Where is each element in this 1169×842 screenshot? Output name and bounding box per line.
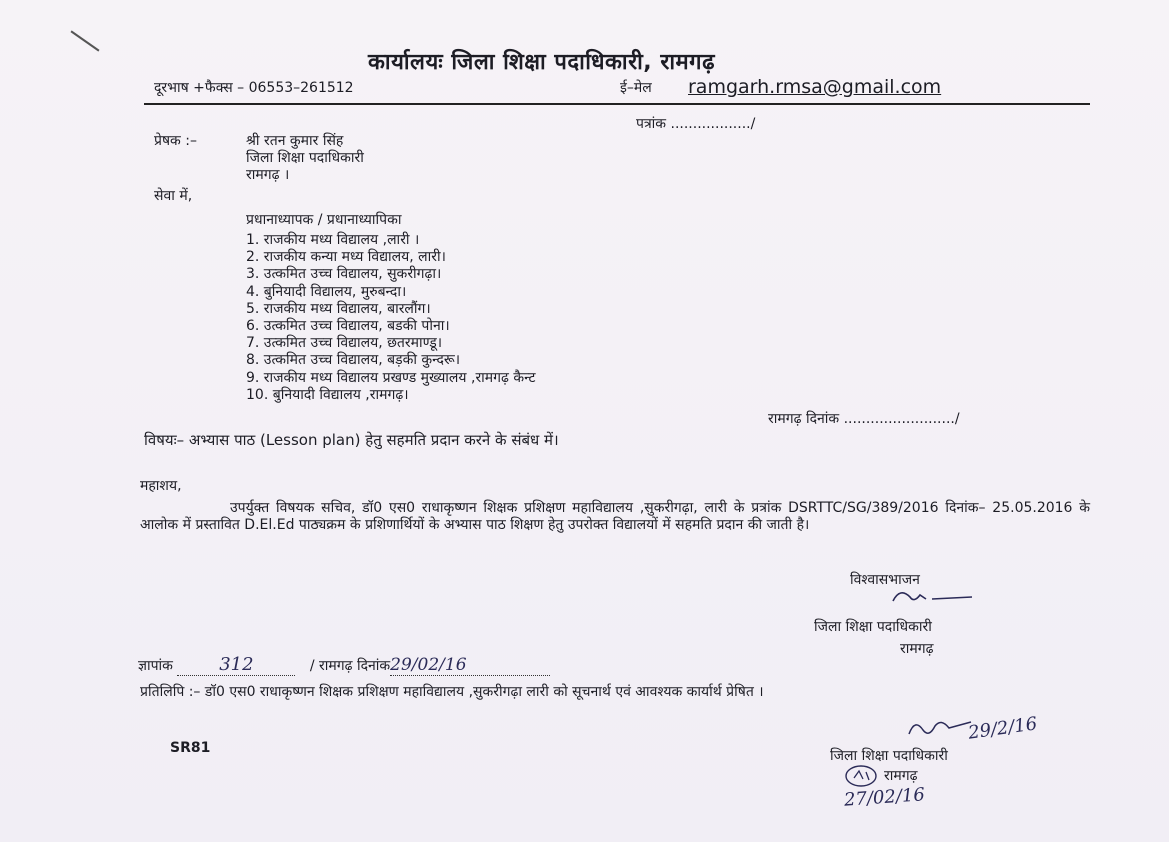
phone-fax: दूरभाष +फैक्स – 06553–261512 <box>154 80 354 96</box>
footer-place: रामगढ़ <box>884 768 918 784</box>
handwritten-date-bottom: 27/02/16 <box>843 784 926 811</box>
copy-to: प्रतिलिपि :– डॉ0 एस0 राधाकृष्णन शिक्षक प्रशिक्षण महाविद्यालय ,सुकरीगढ़ा लारी को सूचनार्थ एवं आवश्यक कार्यार्थ प्रेषित । <box>140 684 764 700</box>
sender-name: श्री रतन कुमार सिंह <box>246 133 344 149</box>
list-item: 4. बुनियादी विद्यालय, मुरुबन्दा। <box>246 283 407 300</box>
list-item: 8. उत्कमित उच्च विद्यालय, बड़की कुन्दरू। <box>246 352 461 369</box>
list-item: 7. उत्कमित उच्च विद्यालय, छतरमाण्डू। <box>246 335 443 352</box>
footer-designation: जिला शिक्षा पदाधिकारी <box>830 748 948 764</box>
memo-date: 29/02/16 <box>390 655 550 676</box>
list-item: 1. राजकीय मध्य विद्यालय ,लारी । <box>246 232 420 248</box>
list-item: 5. राजकीय मध्य विद्यालय, बारलौंग। <box>246 300 431 317</box>
memo-line <box>138 654 550 676</box>
email-address[interactable]: ramgarh.rmsa@gmail.com <box>688 76 942 98</box>
list-item: 10. बुनियादी विद्यालय ,रामगढ़। <box>246 386 409 403</box>
subject-line: विषयः– अभ्यास पाठ (Lesson plan) हेतु सहमति प्रदान करने के संबंध में। <box>144 431 559 449</box>
list-item: 2. राजकीय कन्या मध्य विद्यालय, लारी। <box>246 249 446 266</box>
initial-scribble <box>905 712 975 742</box>
body-paragraph <box>140 500 1090 534</box>
memo-label: ज्ञापांक <box>138 658 173 674</box>
patrank-line: पत्रांक ................../ <box>636 116 756 132</box>
header-divider <box>144 103 1090 105</box>
yours-faithfully: विश्वासभाजन <box>850 572 920 588</box>
office-title: कार्यालयः जिला शिक्षा पदाधिकारी, रामगढ़ <box>368 50 715 75</box>
closing-designation: जिला शिक्षा पदाधिकारी <box>814 619 932 635</box>
email-label: ई–मेल <box>620 80 652 96</box>
scan-artifact <box>71 30 100 51</box>
recipient: प्रधानाध्यापक / प्रधानाध्यापिका <box>246 212 402 228</box>
doc-code: SR81 <box>170 740 211 756</box>
school-list <box>246 230 536 402</box>
list-item: 3. उत्कमित उच्च विद्यालय, सुकरीगढ़ा। <box>246 266 442 283</box>
salutation: महाशय, <box>140 478 182 494</box>
signature-scribble <box>888 583 978 611</box>
body-text: उपर्युक्त विषयक सचिव, डॉ0 एस0 राधाकृष्णन शिक्षक प्रशिक्षण महाविद्यालय ,सुकरीगढ़ा, लारी के प्रत्रांक DSRTTC/SG/389/2016 दिनांक– 25.05.2016 के आलोक में प्रस्तावित D.El.Ed पाठ्यक्रम के प्रशिणार्थियों के अभ्यास पाठ शिक्षण हेतु उपरोक्त विद्यालयों में सहमति प्रदान की जाती है। <box>140 500 1090 533</box>
sender-place: रामगढ़ । <box>246 167 290 183</box>
sender-label: प्रेषक :– <box>154 133 197 149</box>
list-item: 9. राजकीय मध्य विद्यालय प्रखण्ड मुख्यालय ,रामगढ़ कैन्ट <box>246 369 536 386</box>
handwritten-date-top: 29/2/16 <box>966 713 1039 744</box>
list-item: 6. उत्कमित उच्च विद्यालय, बडकी पोना। <box>246 317 450 334</box>
to-label: सेवा में, <box>154 188 193 204</box>
memo-date-label: / रामगढ़ दिनांक <box>309 658 391 674</box>
initial-circle <box>844 764 878 788</box>
memo-number: 312 <box>177 654 295 676</box>
date-line: रामगढ़ दिनांक ........................./ <box>768 411 960 427</box>
sender-designation: जिला शिक्षा पदाधिकारी <box>246 150 364 166</box>
closing-place: रामगढ़ <box>900 641 934 657</box>
